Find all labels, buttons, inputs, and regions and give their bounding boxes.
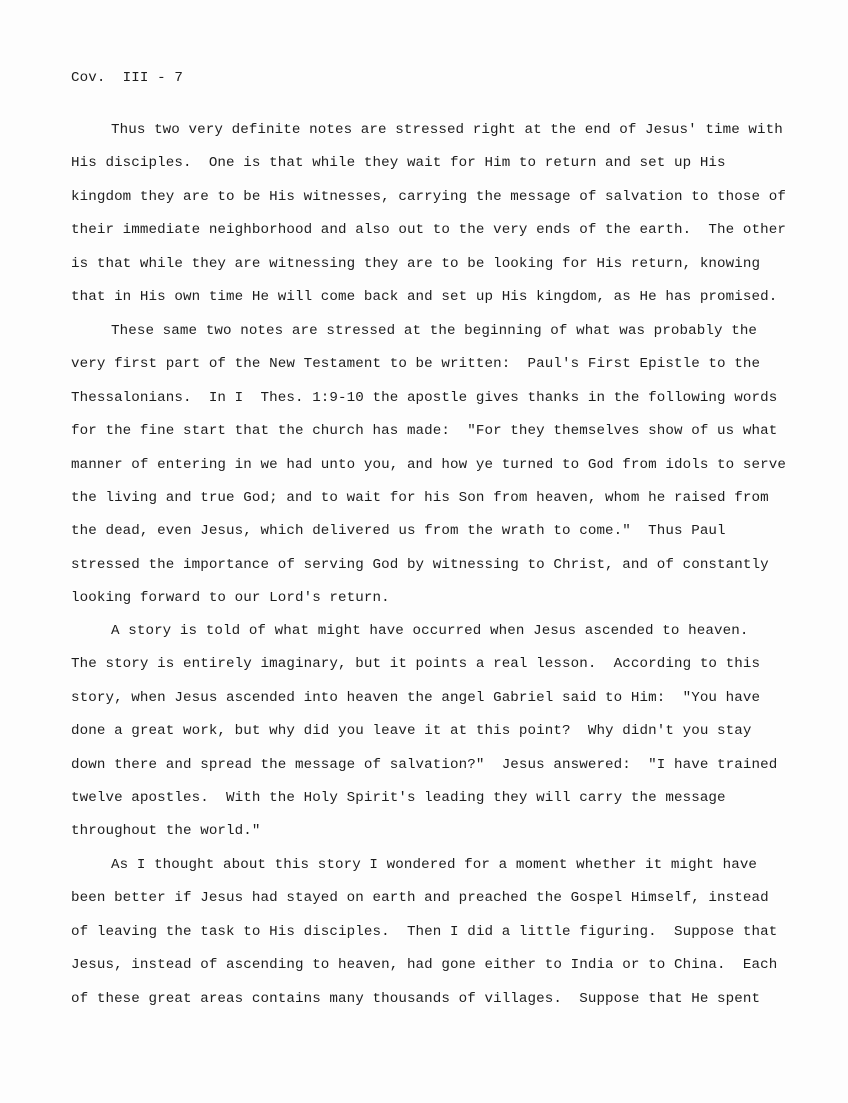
page-header: Cov. III - 7 <box>71 70 183 86</box>
text-line: down there and spread the message of salvation?" Jesus answered: "I have trained <box>71 756 778 773</box>
text-line: Thessalonians. In I Thes. 1:9-10 the apostle gives thanks in the following words <box>71 389 778 406</box>
text-line: for the fine start that the church has made: "For they themselves show of us what <box>71 423 778 440</box>
text-line: the living and true God; and to wait for his Son from heaven, whom he raised from <box>71 489 769 506</box>
text-line: very first part of the New Testament to be written: Paul's First Epistle to the <box>71 356 761 373</box>
text-line: throughout the world." <box>71 823 261 840</box>
text-line: looking forward to our Lord's return. <box>71 590 390 607</box>
text-line: the dead, even Jesus, which delivered us from the wrath to come." Thus Paul <box>71 523 726 540</box>
text-line: Jesus, instead of ascending to heaven, had gone either to India or to China. Each <box>71 957 778 974</box>
paragraph-2 <box>71 321 801 622</box>
text-line: His disciples. One is that while they wait for Him to return and set up His <box>71 155 726 172</box>
text-line: kingdom they are to be His witnesses, carrying the message of salvation to those of <box>71 188 786 205</box>
paragraph-4 <box>71 855 801 1022</box>
text-line: As I thought about this story I wondered for a moment whether it might have <box>111 857 758 873</box>
text-line: done a great work, but why did you leave it at this point? Why didn't you stay <box>71 723 752 740</box>
text-line: manner of entering in we had unto you, and how ye turned to God from idols to serve <box>71 456 786 473</box>
paragraph-3 <box>71 621 801 855</box>
text-line: their immediate neighborhood and also out to the very ends of the earth. The other <box>71 222 786 239</box>
text-line: of leaving the task to His disciples. Then I did a little figuring. Suppose that <box>71 923 778 940</box>
text-line: that in His own time He will come back and set up His kingdom, as He has promised. <box>71 288 778 305</box>
text-line: stressed the importance of serving God by witnessing to Christ, and of constantly <box>71 556 769 573</box>
text-line: of these great areas contains many thousands of villages. Suppose that He spent <box>71 990 761 1007</box>
text-line: These same two notes are stressed at the beginning of what was probably the <box>111 323 758 339</box>
text-line: Thus two very definite notes are stressed right at the end of Jesus' time with <box>111 122 783 138</box>
text-line: A story is told of what might have occurred when Jesus ascended to heaven. <box>111 623 749 639</box>
text-line: story, when Jesus ascended into heaven the angel Gabriel said to Him: "You have <box>71 689 761 706</box>
text-line: The story is entirely imaginary, but it points a real lesson. According to this <box>71 656 761 673</box>
text-line: is that while they are witnessing they are to be looking for His return, knowing <box>71 255 761 272</box>
text-line: twelve apostles. With the Holy Spirit's leading they will carry the message <box>71 789 726 806</box>
paragraph-1 <box>71 120 801 320</box>
text-line: been better if Jesus had stayed on earth and preached the Gospel Himself, instead <box>71 890 769 907</box>
